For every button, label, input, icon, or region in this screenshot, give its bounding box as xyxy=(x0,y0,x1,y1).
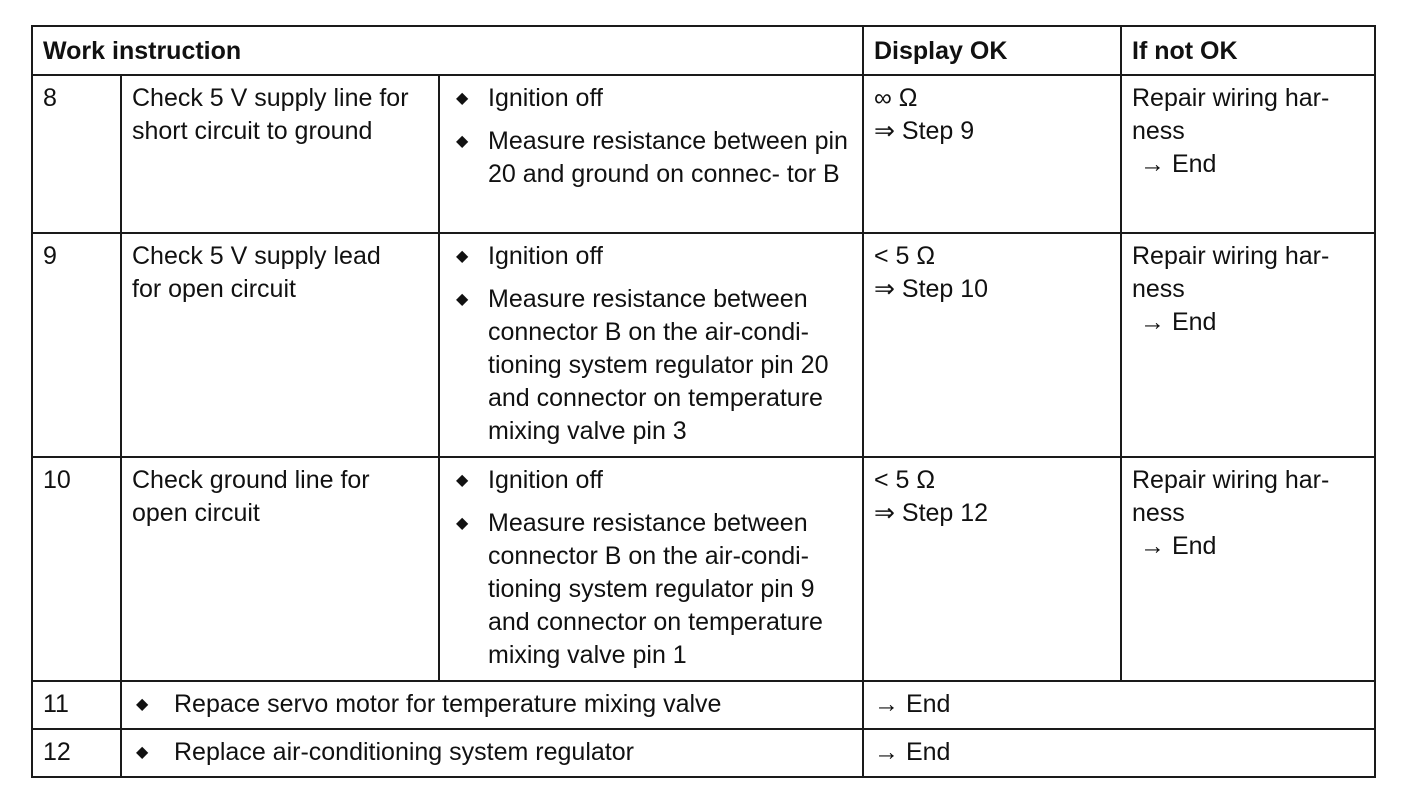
ok-next-step: ⇒ Step 10 xyxy=(874,275,989,303)
not-ok-line: ness xyxy=(1132,499,1185,527)
action-list xyxy=(439,233,863,457)
result-cell: → End xyxy=(863,681,1375,729)
header-display-ok: Display OK xyxy=(863,26,1121,75)
list-item: ◆ Measure resistance between connector B on the air-condi- tioning system regulator pin 20 and connector on temperature mixing valve pin 3 xyxy=(456,285,829,445)
if-not-ok-cell xyxy=(1121,75,1375,233)
check-line: Check 5 V supply lead xyxy=(132,242,381,270)
list-item: ◆ Measure resistance between connector B on the air-condi- tioning system regulator pin 9 and connector on temperature mixing valve pin 1 xyxy=(456,509,823,669)
ok-value: < 5 Ω xyxy=(874,242,936,270)
not-ok-line: Repair wiring har- xyxy=(1132,242,1330,270)
display-ok-cell xyxy=(863,75,1121,233)
table-row xyxy=(32,729,1375,777)
header-if-not-ok: If not OK xyxy=(1121,26,1375,75)
not-ok-end: → End xyxy=(1140,150,1217,178)
check-description xyxy=(121,233,439,457)
ok-value: ∞ Ω xyxy=(874,84,918,112)
instruction-cell xyxy=(121,681,863,729)
if-not-ok-cell xyxy=(1121,233,1375,457)
bullet-icon: ◆ xyxy=(456,133,469,150)
table-row xyxy=(32,457,1375,681)
bullet-icon: ◆ xyxy=(456,291,469,308)
instruction-text: Replace air-conditioning system regulator xyxy=(174,738,634,766)
check-line: Check ground line for xyxy=(132,466,370,494)
list-item: ◆ Measure resistance between pin 20 and ground on connec- tor B xyxy=(456,127,848,188)
ok-next-step: ⇒ Step 9 xyxy=(874,117,975,145)
bullet-icon: ◆ xyxy=(456,248,469,265)
bullet-icon: ◆ xyxy=(136,744,149,761)
work-instruction-table xyxy=(31,25,1376,778)
action-list xyxy=(439,75,863,233)
ok-value: < 5 Ω xyxy=(874,466,936,494)
list-item: ◆ Ignition off xyxy=(450,464,852,497)
bullet-icon: ◆ xyxy=(456,90,469,107)
table-row xyxy=(32,681,1375,729)
ok-next-step: ⇒ Step 12 xyxy=(874,499,989,527)
check-description xyxy=(121,457,439,681)
header-row xyxy=(32,26,1375,75)
table-row xyxy=(32,75,1375,233)
bullet-icon: ◆ xyxy=(136,696,149,713)
step-number: 12 xyxy=(32,729,121,777)
check-line: short circuit to ground xyxy=(132,117,373,145)
instruction-cell xyxy=(121,729,863,777)
step-number: 9 xyxy=(32,233,121,457)
not-ok-line: ness xyxy=(1132,275,1185,303)
not-ok-line: Repair wiring har- xyxy=(1132,466,1330,494)
bullet-icon: ◆ xyxy=(456,515,469,532)
check-description xyxy=(121,75,439,233)
table-row xyxy=(32,233,1375,457)
not-ok-line: Repair wiring har- xyxy=(1132,84,1330,112)
step-number: 8 xyxy=(32,75,121,233)
step-number: 10 xyxy=(32,457,121,681)
not-ok-end: → End xyxy=(1140,308,1217,336)
check-line: open circuit xyxy=(132,499,260,527)
not-ok-line: ness xyxy=(1132,117,1185,145)
check-line: Check 5 V supply line for xyxy=(132,84,409,112)
list-item: ◆ Ignition off xyxy=(450,240,852,273)
header-work-instruction: Work instruction xyxy=(32,26,863,75)
not-ok-end: → End xyxy=(1140,532,1217,560)
display-ok-cell xyxy=(863,233,1121,457)
check-line: for open circuit xyxy=(132,275,296,303)
list-item: ◆ Ignition off xyxy=(450,82,852,115)
bullet-icon: ◆ xyxy=(456,472,469,489)
display-ok-cell xyxy=(863,457,1121,681)
action-list xyxy=(439,457,863,681)
result-cell: → End xyxy=(863,729,1375,777)
if-not-ok-cell xyxy=(1121,457,1375,681)
instruction-text: Repace servo motor for temperature mixing valve xyxy=(174,690,722,718)
step-number: 11 xyxy=(32,681,121,729)
